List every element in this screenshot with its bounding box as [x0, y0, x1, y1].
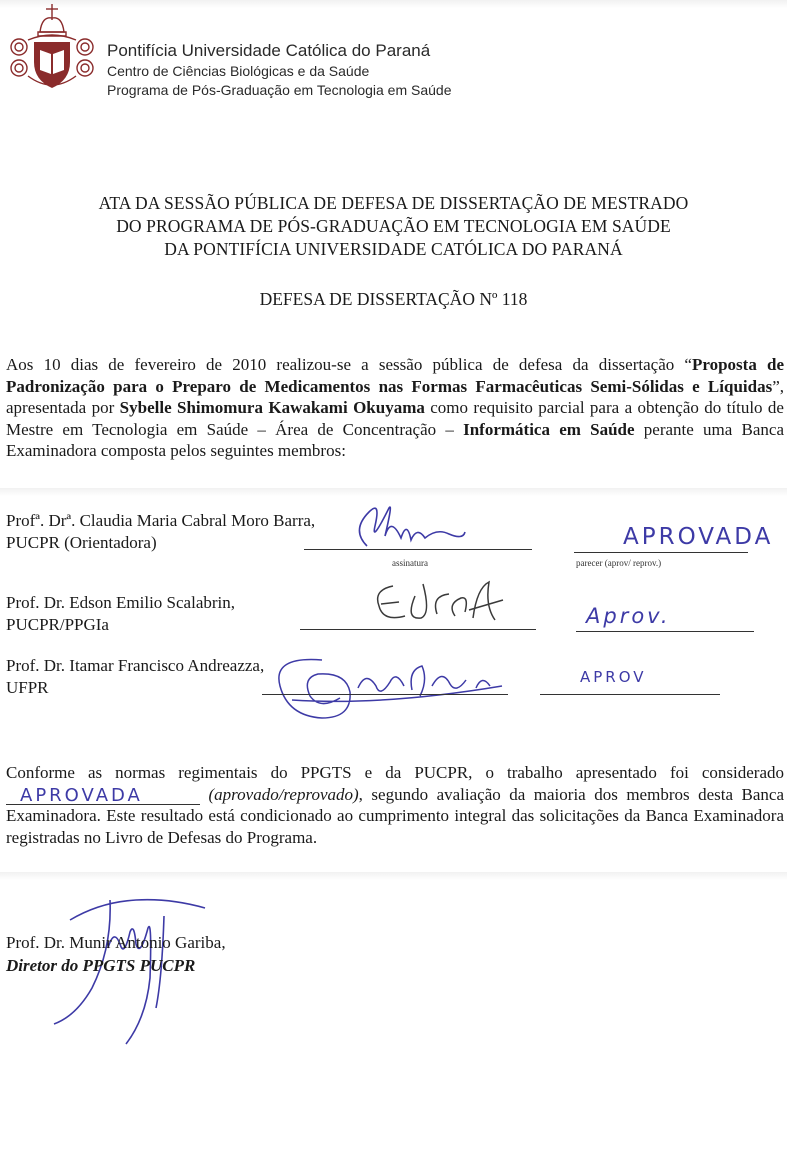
signature-line [262, 694, 508, 695]
member-name: Profª. Drª. Claudia Maria Cabral Moro Barra, [6, 511, 316, 530]
verdict-line [540, 694, 720, 695]
director-role: Diretor do PPGTS PUCPR [6, 956, 196, 975]
university-logo-icon [4, 2, 102, 94]
scan-edge-top [0, 0, 787, 8]
text-run: Aos 10 dias de fevereiro de 2010 realizou-se a sessão pública de defesa da dissertação “ [6, 355, 692, 374]
committee-member [6, 510, 315, 554]
director-block [6, 931, 226, 977]
title-line: DO PROGRAMA DE PÓS-GRADUAÇÃO EM TECNOLOGIA EM SAÚDE [116, 216, 671, 236]
center-name: Centro de Ciências Biológicas e da Saúde [107, 63, 370, 79]
document-title [0, 192, 787, 261]
signature-caption: assinatura [392, 558, 428, 568]
institution-header [107, 40, 452, 100]
member-affiliation: PUCPR (Orientadora) [6, 533, 157, 552]
text-run: ”, apresentada por [6, 376, 784, 418]
paper-fold [0, 872, 787, 880]
opening-paragraph [6, 354, 784, 462]
text-run: Conforme as normas regimentais do PPGTS e da PUCPR, o trabalho apresentado foi considerado [6, 763, 784, 782]
member-affiliation: UFPR [6, 678, 49, 697]
text-run: perante uma Banca Examinadora composta pelos seguintes membros: [6, 419, 785, 461]
text-run: como requisito parcial para a obtenção do título de Mestre em Tecnologia em Saúde – Área de Concentração – [6, 398, 784, 439]
member-name: Prof. Dr. Itamar Francisco Andreazza, [6, 656, 265, 675]
verdict-line [574, 552, 748, 553]
institution-name: Pontifícia Universidade Católica do Paraná [107, 41, 431, 60]
signature-line [304, 549, 532, 550]
candidate-name: Sybelle Shimomura Kawakami Okuyama [119, 398, 425, 418]
paper-fold [0, 488, 787, 496]
program-name: Programa de Pós-Graduação em Tecnologia em Saúde [107, 82, 452, 98]
verdict-line [576, 631, 754, 632]
member-verdict: APROV [580, 668, 647, 686]
committee-member [6, 655, 264, 699]
member-verdict: APROVADA [623, 524, 774, 550]
member-verdict: Aprov. [586, 604, 671, 628]
result-options: (aprovado/reprovado) [208, 784, 359, 804]
committee-member [6, 592, 235, 636]
final-result: APROVADA [20, 784, 143, 806]
defense-number: DEFESA DE DISSERTAÇÃO Nº 118 [259, 289, 528, 309]
dissertation-title: Proposta de Padronização para o Preparo de Medicamentos nas Formas Farmacêuticas Semi-Sólidas e Líquidas [6, 355, 784, 396]
closing-paragraph [6, 762, 784, 848]
signature-itamar [262, 640, 512, 730]
member-name: Prof. Dr. Edson Emilio Scalabrin, [6, 593, 236, 612]
signature-line [300, 629, 536, 630]
title-line: DA PONTIFÍCIA UNIVERSIDADE CATÓLICA DO PARANÁ [164, 239, 623, 259]
director-name: Prof. Dr. Munir Antonio Gariba, [6, 933, 226, 952]
member-affiliation: PUCPR/PPGIa [6, 615, 109, 634]
title-line: ATA DA SESSÃO PÚBLICA DE DEFESA DE DISSERTAÇÃO DE MESTRADO [98, 193, 689, 213]
text-run: , segundo avaliação da maioria dos membros desta Banca Examinadora. Este resultado está condicionado ao cumprimento integral das solicitações da Banca Examinadora registradas no Livro de Defesas do Programa. [6, 784, 785, 847]
concentration-area: Informática em Saúde [463, 419, 635, 439]
signature-edson [365, 576, 525, 636]
final-result-blank [6, 784, 200, 806]
signature-claudia [345, 496, 495, 556]
verdict-caption: parecer (aprov/ reprov.) [576, 558, 662, 568]
